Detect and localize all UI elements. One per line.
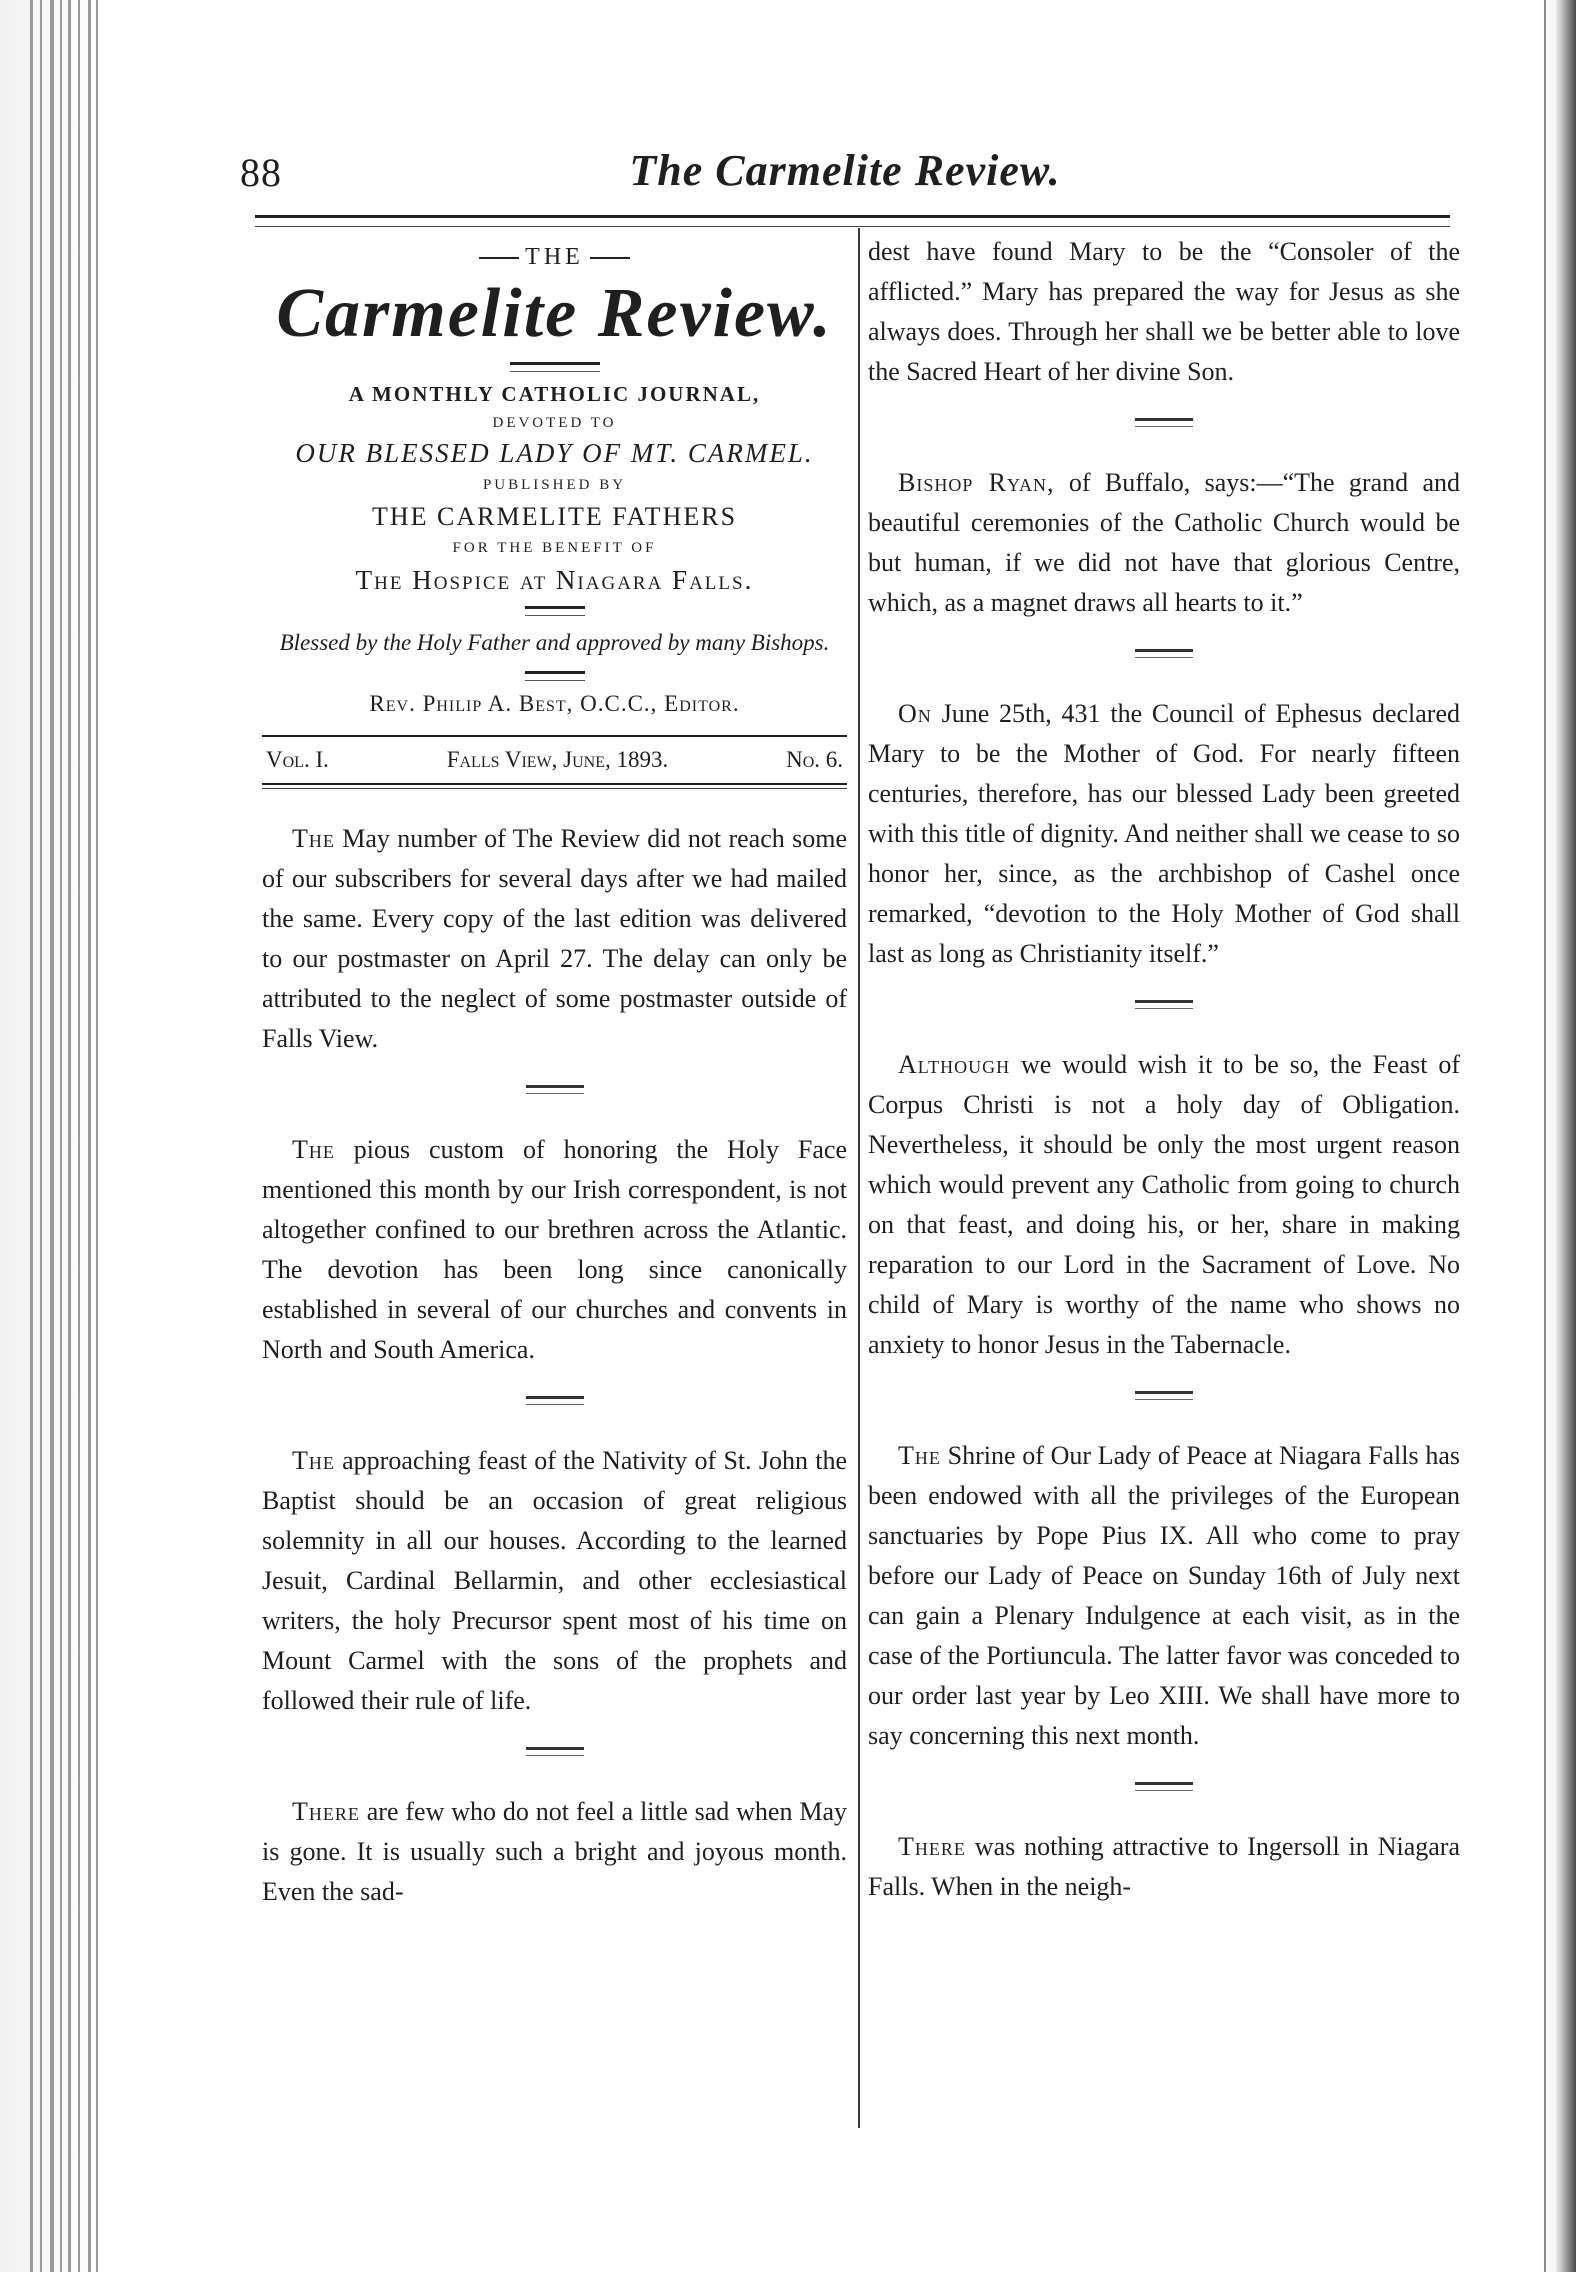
paragraph: The approaching feast of the Nativity of St. John the Baptist should be an occasion of great religious solemnity in all our houses. According to the learned Jesuit, Cardinal Bellarmin, and other ecclesiastical writers, the holy Precursor spent most of his time on Mount Carmel with the sons of the prophets and followed their rule of life.	[262, 1445, 847, 1715]
paragraph: Although we would wish it to be so, the Feast of Corpus Christi is not a holy day of Obligation. Nevertheless, it should be only the most urgent reason which would prevent any Catholic from going to church on that feast, and doing his, or her, share in making reparation to our Lord in the Sacrament of Love. No child of Mary is worthy of the name who shows no anxiety to honor Jesus in the Tabernacle.	[868, 1050, 1460, 1359]
section-divider	[1135, 1391, 1193, 1400]
masthead-title: Carmelite Review.	[276, 275, 833, 352]
section-divider	[1135, 649, 1193, 658]
masthead-lady: OUR BLESSED LADY OF MT. CARMEL.	[295, 438, 814, 468]
section-divider	[1135, 1782, 1193, 1791]
page-header	[240, 145, 1450, 205]
page-number: 88	[240, 150, 282, 195]
running-title: The Carmelite Review.	[629, 146, 1061, 195]
header-rule	[255, 215, 1450, 227]
issue-number: No. 6.	[786, 746, 843, 772]
issue-rule-bottom	[262, 783, 847, 789]
masthead-benefit: FOR THE BENEFIT OF	[452, 540, 657, 556]
paragraph: There was nothing attractive to Ingersoll in Niagara Falls. When in the neigh-	[868, 1832, 1460, 1901]
section-divider	[526, 1747, 584, 1756]
section-divider	[526, 1396, 584, 1405]
column-divider	[858, 228, 860, 2128]
masthead-publisher: THE CARMELITE FATHERS	[371, 502, 738, 531]
masthead-published-by: PUBLISHED BY	[482, 477, 627, 493]
paragraph: The pious custom of honoring the Holy Face mentioned this month by our Irish correspondent, is not altogether confined to our brethren across the Atlantic. The devotion has been long since canonically established in several of our churches and convents in North and South America.	[262, 1134, 847, 1364]
right-column	[868, 232, 1460, 1907]
paragraph: Bishop Ryan, of Buffalo, says:—“The grand and beautiful ceremonies of the Catholic Church would be but human, if we did not have that glorious Centre, which, as a magnet draws all hearts to it.”	[868, 468, 1460, 617]
section-divider	[526, 1085, 584, 1094]
masthead-hospice: The Hospice at Niagara Falls.	[355, 565, 754, 595]
masthead	[262, 244, 847, 789]
ornament-rule	[510, 362, 600, 372]
ornament-rule	[525, 671, 585, 681]
masthead-blessed: Blessed by the Holy Father and approved by many Bishops.	[279, 630, 830, 655]
paragraph: The Shrine of Our Lady of Peace at Niagara Falls has been endowed with all the privileges of the European sanctuaries by Pope Pius IX. All who come to pray before our Lady of Peace on Sunday 16th of July next can gain a Plenary Indulgence at each visit, as in the case of the Portiuncula. The latter favor was conceded to our order last year by Leo XIII. We shall have more to say concerning this next month.	[868, 1441, 1460, 1750]
masthead-editor: Rev. Philip A. Best, O.C.C., Editor.	[369, 690, 740, 716]
masthead-devoted: DEVOTED TO	[492, 415, 617, 431]
issue-line	[262, 737, 847, 783]
section-divider	[1135, 418, 1193, 427]
page-edge-shadow	[1554, 0, 1576, 2272]
paragraph: dest have found Mary to be the “Consoler of the afflicted.” Mary has prepared the way for Jesus as she always does. Through her shall we be better able to love the Sacred Heart of her divine Son.	[868, 237, 1460, 386]
ornament-rule	[525, 606, 585, 616]
paragraph: On June 25th, 431 the Council of Ephesus declared Mary to be the Mother of God. For nearly fifteen centuries, therefore, has our blessed Lady been greeted with this title of dignity. And neither shall we cease to so honor her, since, as the archbishop of Cashel once remarked, “devotion to the Holy Mother of God shall last as long as Christianity itself.”	[868, 699, 1460, 968]
page-edge-line	[1544, 0, 1546, 2272]
masthead-subtitle: A MONTHLY CATHOLIC JOURNAL,	[348, 382, 761, 406]
masthead-the: THE	[262, 244, 847, 271]
paragraph: The May number of The Review did not reach some of our subscribers for several days after we had mailed the same. Every copy of the last edition was delivered to our postmaster on April 27. The delay can only be attributed to the neglect of some postmaster outside of Falls View.	[262, 823, 847, 1053]
book-gutter	[0, 0, 100, 2272]
issue-place-date: Falls View, June, 1893.	[446, 746, 669, 772]
paragraph: There are few who do not feel a little sad when May is gone. It is usually such a bright and joyous month. Even the sad-	[262, 1796, 847, 1906]
section-divider	[1135, 1000, 1193, 1009]
issue-volume: Vol. I.	[266, 746, 329, 772]
left-column	[262, 232, 847, 1912]
